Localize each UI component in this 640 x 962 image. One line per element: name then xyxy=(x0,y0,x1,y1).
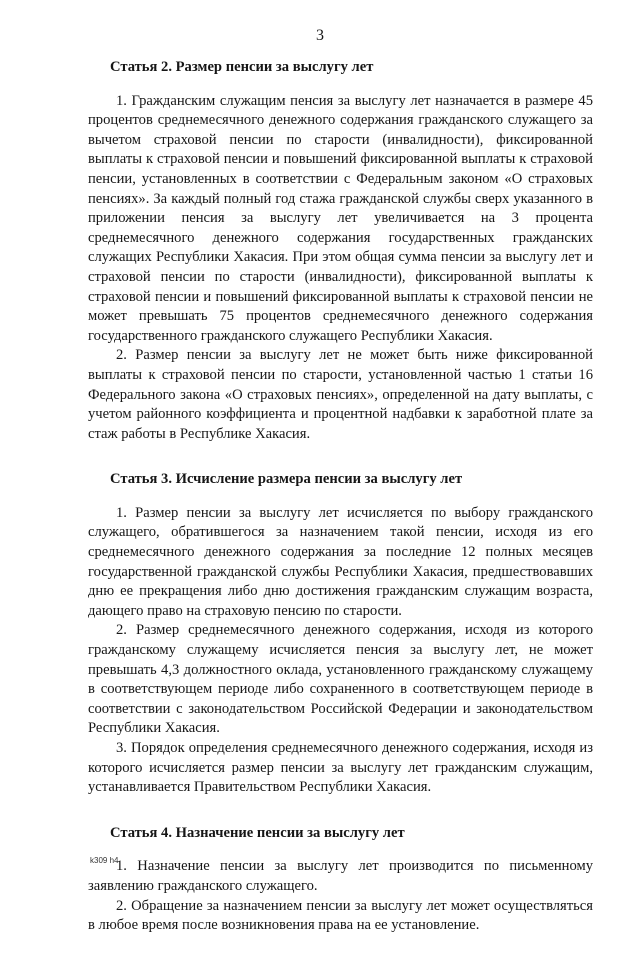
article-2-paragraph-2: 2. Размер пенсии за выслугу лет не может быть ниже фиксированной выплаты к страховой пенсии по старости, установленной частью 1 статьи 16 Федерального закона «О страховых пенсиях», определенной на дату выплаты, с учетом районного коэффициента и процентной надбавки к заработной плате за стаж работы в Республике Хакасия. xyxy=(88,347,593,442)
footer-document-code: k309 h4 xyxy=(90,856,119,865)
article-3-paragraph-2: 2. Размер среднемесячного денежного содержания, исходя из которого гражданскому служащему исчисляется пенсия за выслугу лет, не может превышать 4,3 должностного оклада, установленного гражданскому служащему в соответствующем периоде либо сохраненного в соответствующем периоде в соответствии с законодательством Российской Федерации и законодательством Республики Хакасия. xyxy=(88,622,593,737)
article-3-paragraph-1: 1. Размер пенсии за выслугу лет исчисляется по выбору гражданского служащего, обратившегося за назначением такой пенсии, исходя из его среднемесячного денежного содержания за последние 12 полных месяцев государственной гражданской службы Республики Хакасия, предшествовавших дню ее прекращения либо дню достижения гражданским служащим возраста, дающего право на страховую пенсию по старости. xyxy=(88,504,593,619)
article-2-paragraph-1: 1. Гражданским служащим пенсия за выслугу лет назначается в размере 45 процентов среднемесячного денежного содержания гражданского служащего за вычетом страховой пенсии по старости (инвалидности), фиксированной выплаты к страховой пенсии и повышений фиксированной выплаты к страховой пенсии, установленных в соответствии с Федеральным законом «О страховых пенсиях». За каждый полный год стажа гражданской службы сверх указанного в приложении пенсия за выслугу лет увеличивается на 3 процента среднемесячного денежного содержания государственных гражданских служащих Республики Хакасия. При этом общая сумма пенсии за выслугу лет и страховой пенсии по старости (инвалидности), фиксированной выплаты к страховой пенсии и повышений фиксированной выплаты к страховой пенсии не может превышать 75 процентов среднемесячного денежного содержания государственного гражданского служащего Республики Хакасия. xyxy=(88,92,593,344)
article-4-title: Статья 4. Назначение пенсии за выслугу лет xyxy=(110,824,405,841)
article-4 xyxy=(88,824,593,936)
article-3-paragraph-3: 3. Порядок определения среднемесячного денежного содержания, исходя из которого исчисляется размер пенсии за выслугу лет гражданским служащим, устанавливается Правительством Республики Хакасия. xyxy=(88,740,593,796)
article-3 xyxy=(88,470,593,798)
document-body xyxy=(88,58,593,962)
page-number: 3 xyxy=(316,27,324,44)
article-4-paragraph-2: 2. Обращение за назначением пенсии за выслугу лет может осуществляться в любое время после возникновения права на ее установление. xyxy=(88,897,593,934)
article-2 xyxy=(88,58,593,444)
article-4-paragraph-1: 1. Назначение пенсии за выслугу лет производится по письменному заявлению гражданского служащего. xyxy=(88,858,593,894)
article-2-title: Статья 2. Размер пенсии за выслугу лет xyxy=(110,59,374,75)
article-3-title: Статья 3. Исчисление размера пенсии за выслугу лет xyxy=(110,471,463,488)
